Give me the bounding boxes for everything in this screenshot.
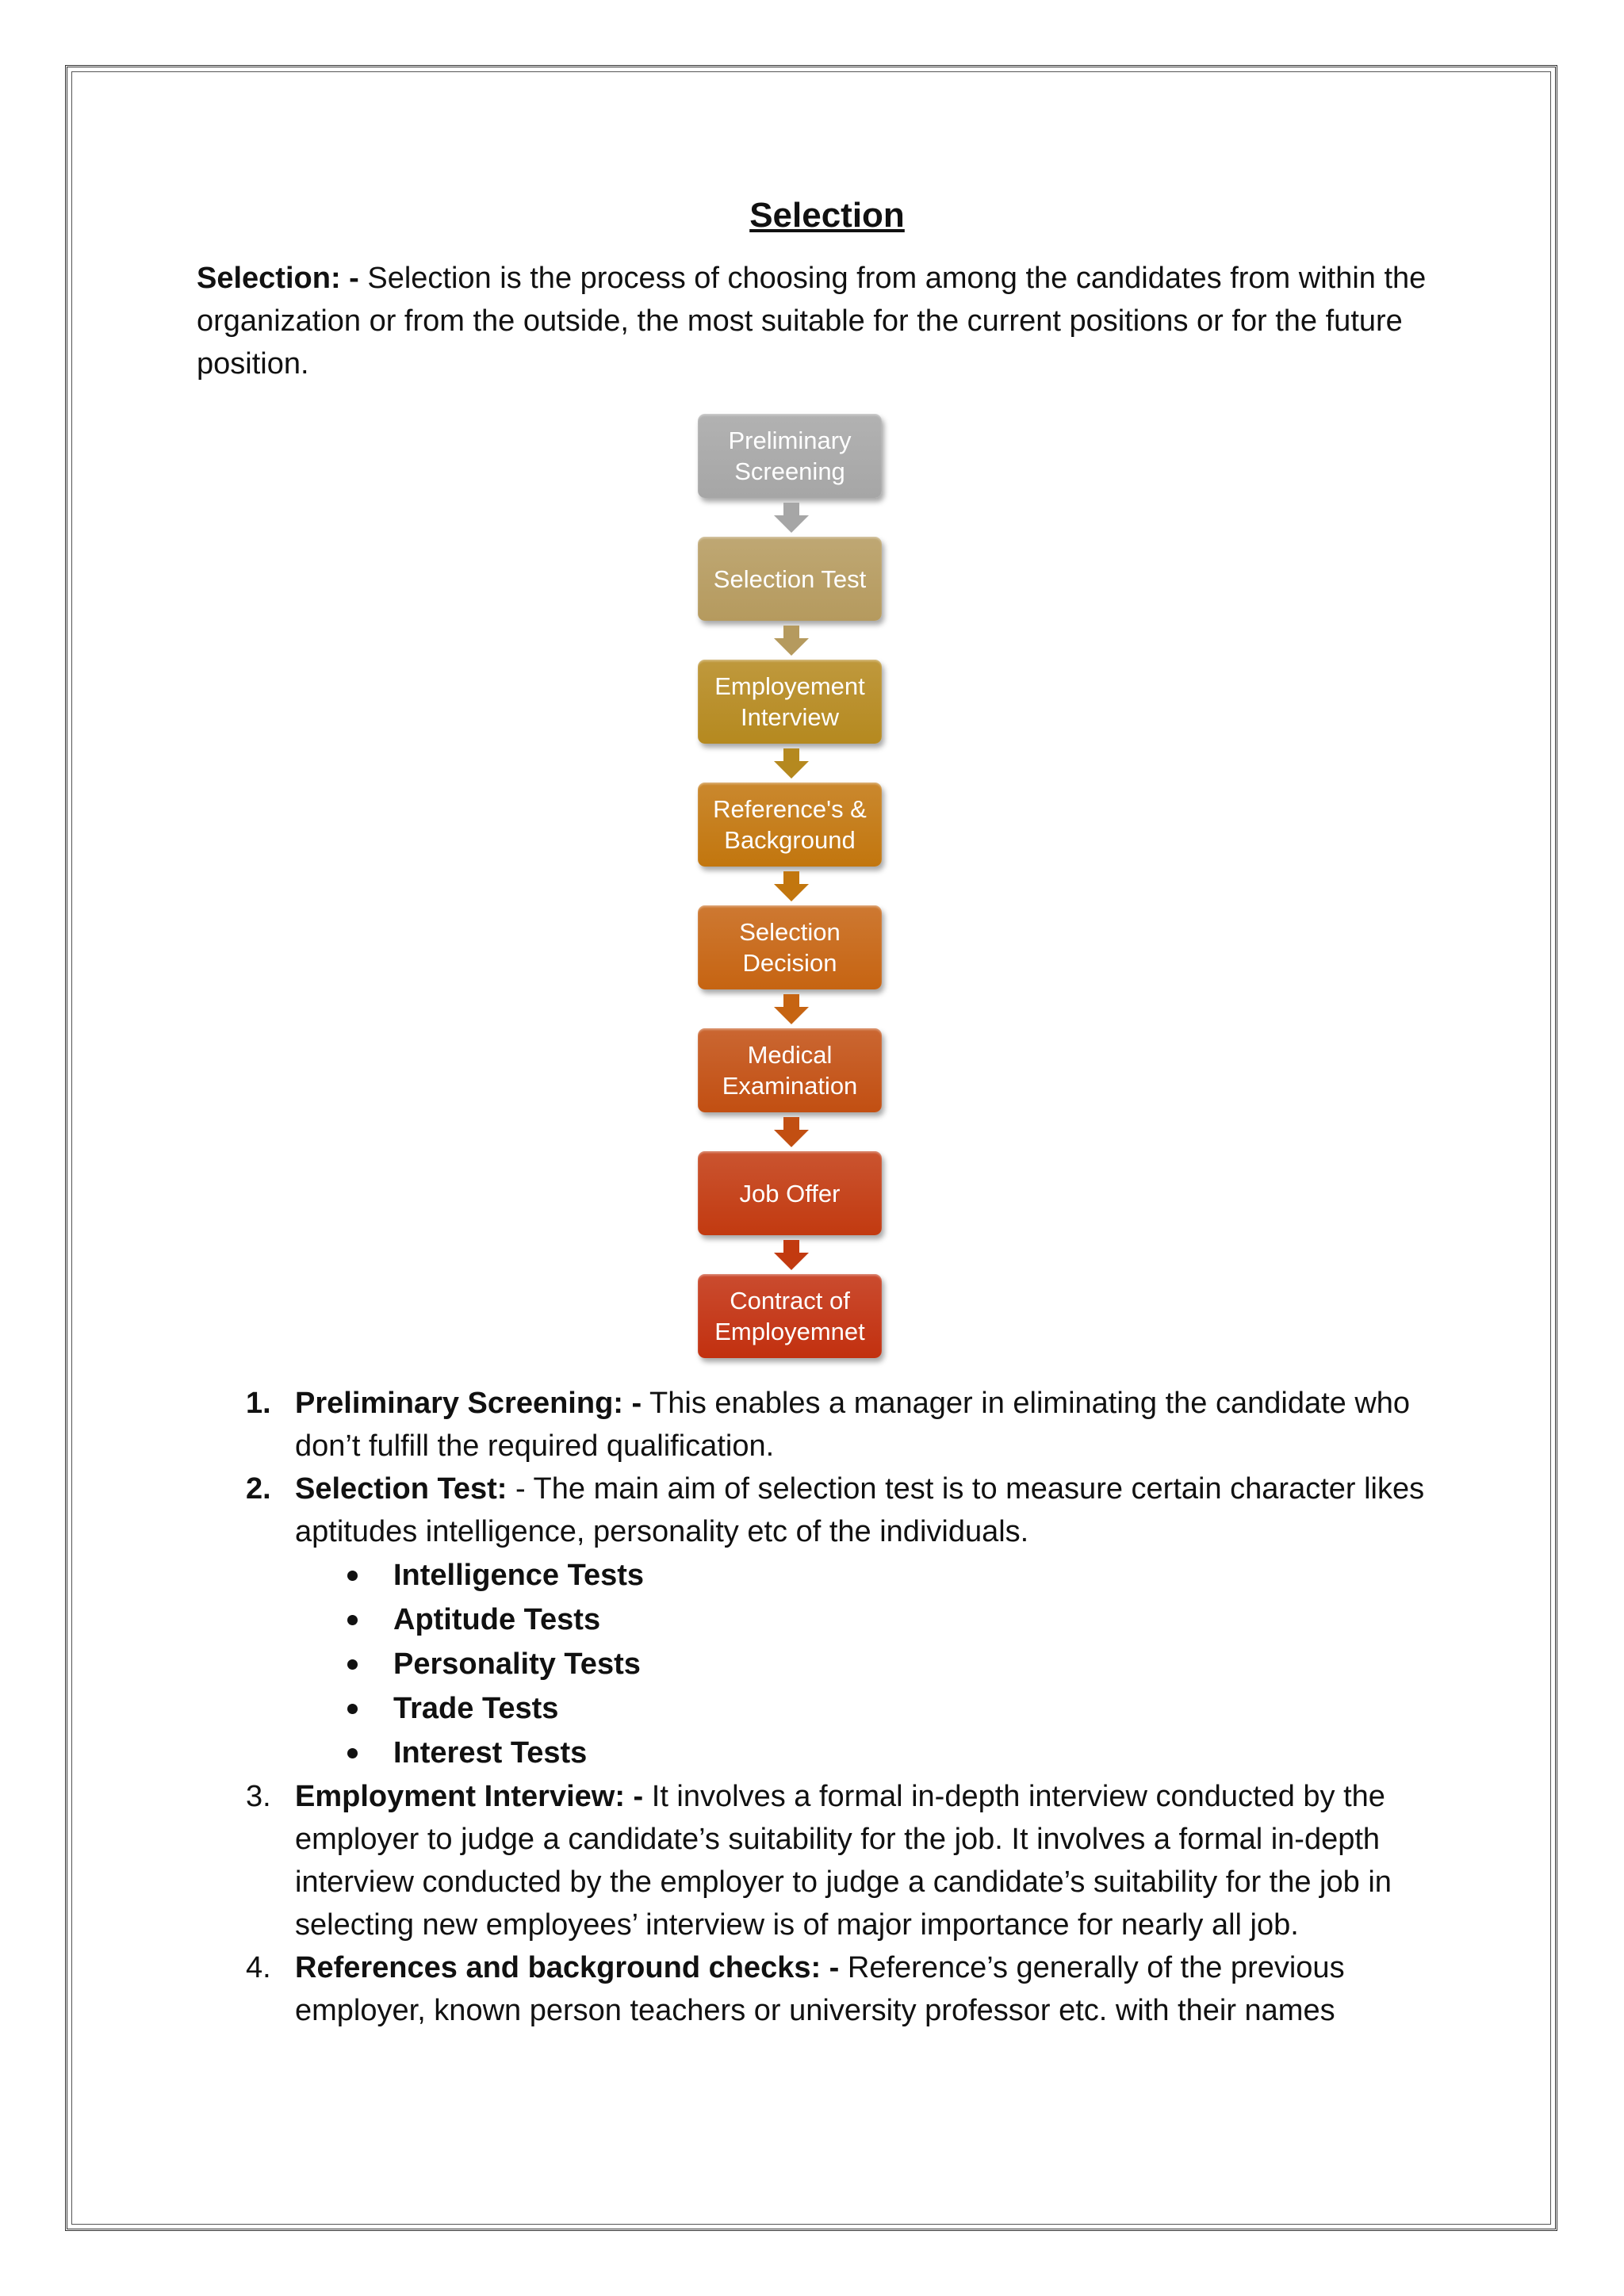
- flow-step-label: Selection Test: [713, 564, 867, 593]
- flow-step-label: Job Offer: [739, 1179, 841, 1207]
- flow-step-label: Employement Interview: [714, 672, 865, 731]
- flow-step-selection-decision: [698, 905, 882, 989]
- list-number: 1.: [246, 1387, 271, 1420]
- list-number: 2.: [246, 1472, 271, 1506]
- flow-step-label: Preliminary Screening: [728, 427, 852, 485]
- down-arrow-icon: [774, 626, 809, 656]
- flow-step-selection-test: [698, 537, 882, 621]
- down-arrow-icon: [774, 503, 809, 533]
- flow-arrow: [698, 1235, 885, 1274]
- flow-step-medical-examination: [698, 1028, 882, 1112]
- page-title: Selection: [749, 196, 905, 235]
- flow-step-label: Medical Examination: [722, 1041, 858, 1100]
- down-arrow-icon: [774, 871, 809, 901]
- list-item-employment-interview: [246, 1775, 1434, 1946]
- list-item-text: - The main aim of selection test is to measure certain character likes aptitudes intelligence, personality etc of the individuals.: [295, 1472, 1425, 1548]
- flow-step-references-background: [698, 783, 882, 867]
- list-item-text: Reference’s generally of the previous employer, known person teachers or university professor etc. with their names: [295, 1951, 1345, 2027]
- test-types-list: [295, 1553, 1434, 1775]
- flow-step-label: Selection Decision: [739, 918, 841, 977]
- test-type-item: Interest Tests: [393, 1731, 1434, 1775]
- flow-arrow: [698, 498, 885, 537]
- list-item-references-background: [246, 1946, 1434, 2032]
- flow-step-job-offer: [698, 1151, 882, 1235]
- flow-arrow: [698, 744, 885, 783]
- list-item-term: Preliminary Screening: -: [295, 1387, 642, 1420]
- selection-steps-list: [197, 1382, 1434, 2032]
- list-item-text: It involves a formal in-depth interview conducted by the employer to judge a candidate’s suitability for the job. It involves a formal in-depth interview conducted by the employer to judge a candidate’s suitability for the job in selecting new employees’ interview is of major importance for nearly all job.: [295, 1780, 1392, 1942]
- flow-step-preliminary-screening: [698, 414, 882, 498]
- flow-step-label: Contract of Employemnet: [714, 1287, 865, 1345]
- list-item-term: Employment Interview: -: [295, 1780, 644, 1813]
- test-type-item: Personality Tests: [393, 1642, 1434, 1686]
- down-arrow-icon: [774, 994, 809, 1024]
- flow-arrow: [698, 621, 885, 660]
- intro-text: Selection is the process of choosing from among the candidates from within the organization or from the outside, the most suitable for the current positions or for the future position.: [197, 262, 1427, 381]
- down-arrow-icon: [774, 1240, 809, 1270]
- test-type-item: Aptitude Tests: [393, 1598, 1434, 1642]
- test-type-item: Trade Tests: [393, 1686, 1434, 1731]
- down-arrow-icon: [774, 1117, 809, 1147]
- document-body: [197, 190, 1434, 2032]
- list-item-term: Selection Test:: [295, 1472, 508, 1506]
- flow-step-label: Reference's & Background: [713, 795, 867, 854]
- list-number: 3.: [246, 1780, 271, 1813]
- flow-arrow: [698, 989, 885, 1028]
- list-number: 4.: [246, 1951, 271, 1984]
- flow-arrow: [698, 1112, 885, 1151]
- test-type-item: Intelligence Tests: [393, 1553, 1434, 1598]
- flow-step-contract-of-employment: [698, 1274, 882, 1358]
- intro-term: Selection: -: [197, 262, 359, 295]
- selection-process-flowchart: [698, 414, 885, 1358]
- list-item-preliminary-screening: [246, 1382, 1434, 1468]
- flow-step-employement-interview: [698, 660, 882, 744]
- list-item-term: References and background checks: -: [295, 1951, 840, 1984]
- flow-arrow: [698, 867, 885, 905]
- intro-paragraph: [197, 257, 1434, 385]
- list-item-selection-test: [246, 1468, 1434, 1775]
- down-arrow-icon: [774, 748, 809, 779]
- list-item-text: This enables a manager in eliminating the candidate who don’t fulfill the required qualification.: [295, 1387, 1411, 1463]
